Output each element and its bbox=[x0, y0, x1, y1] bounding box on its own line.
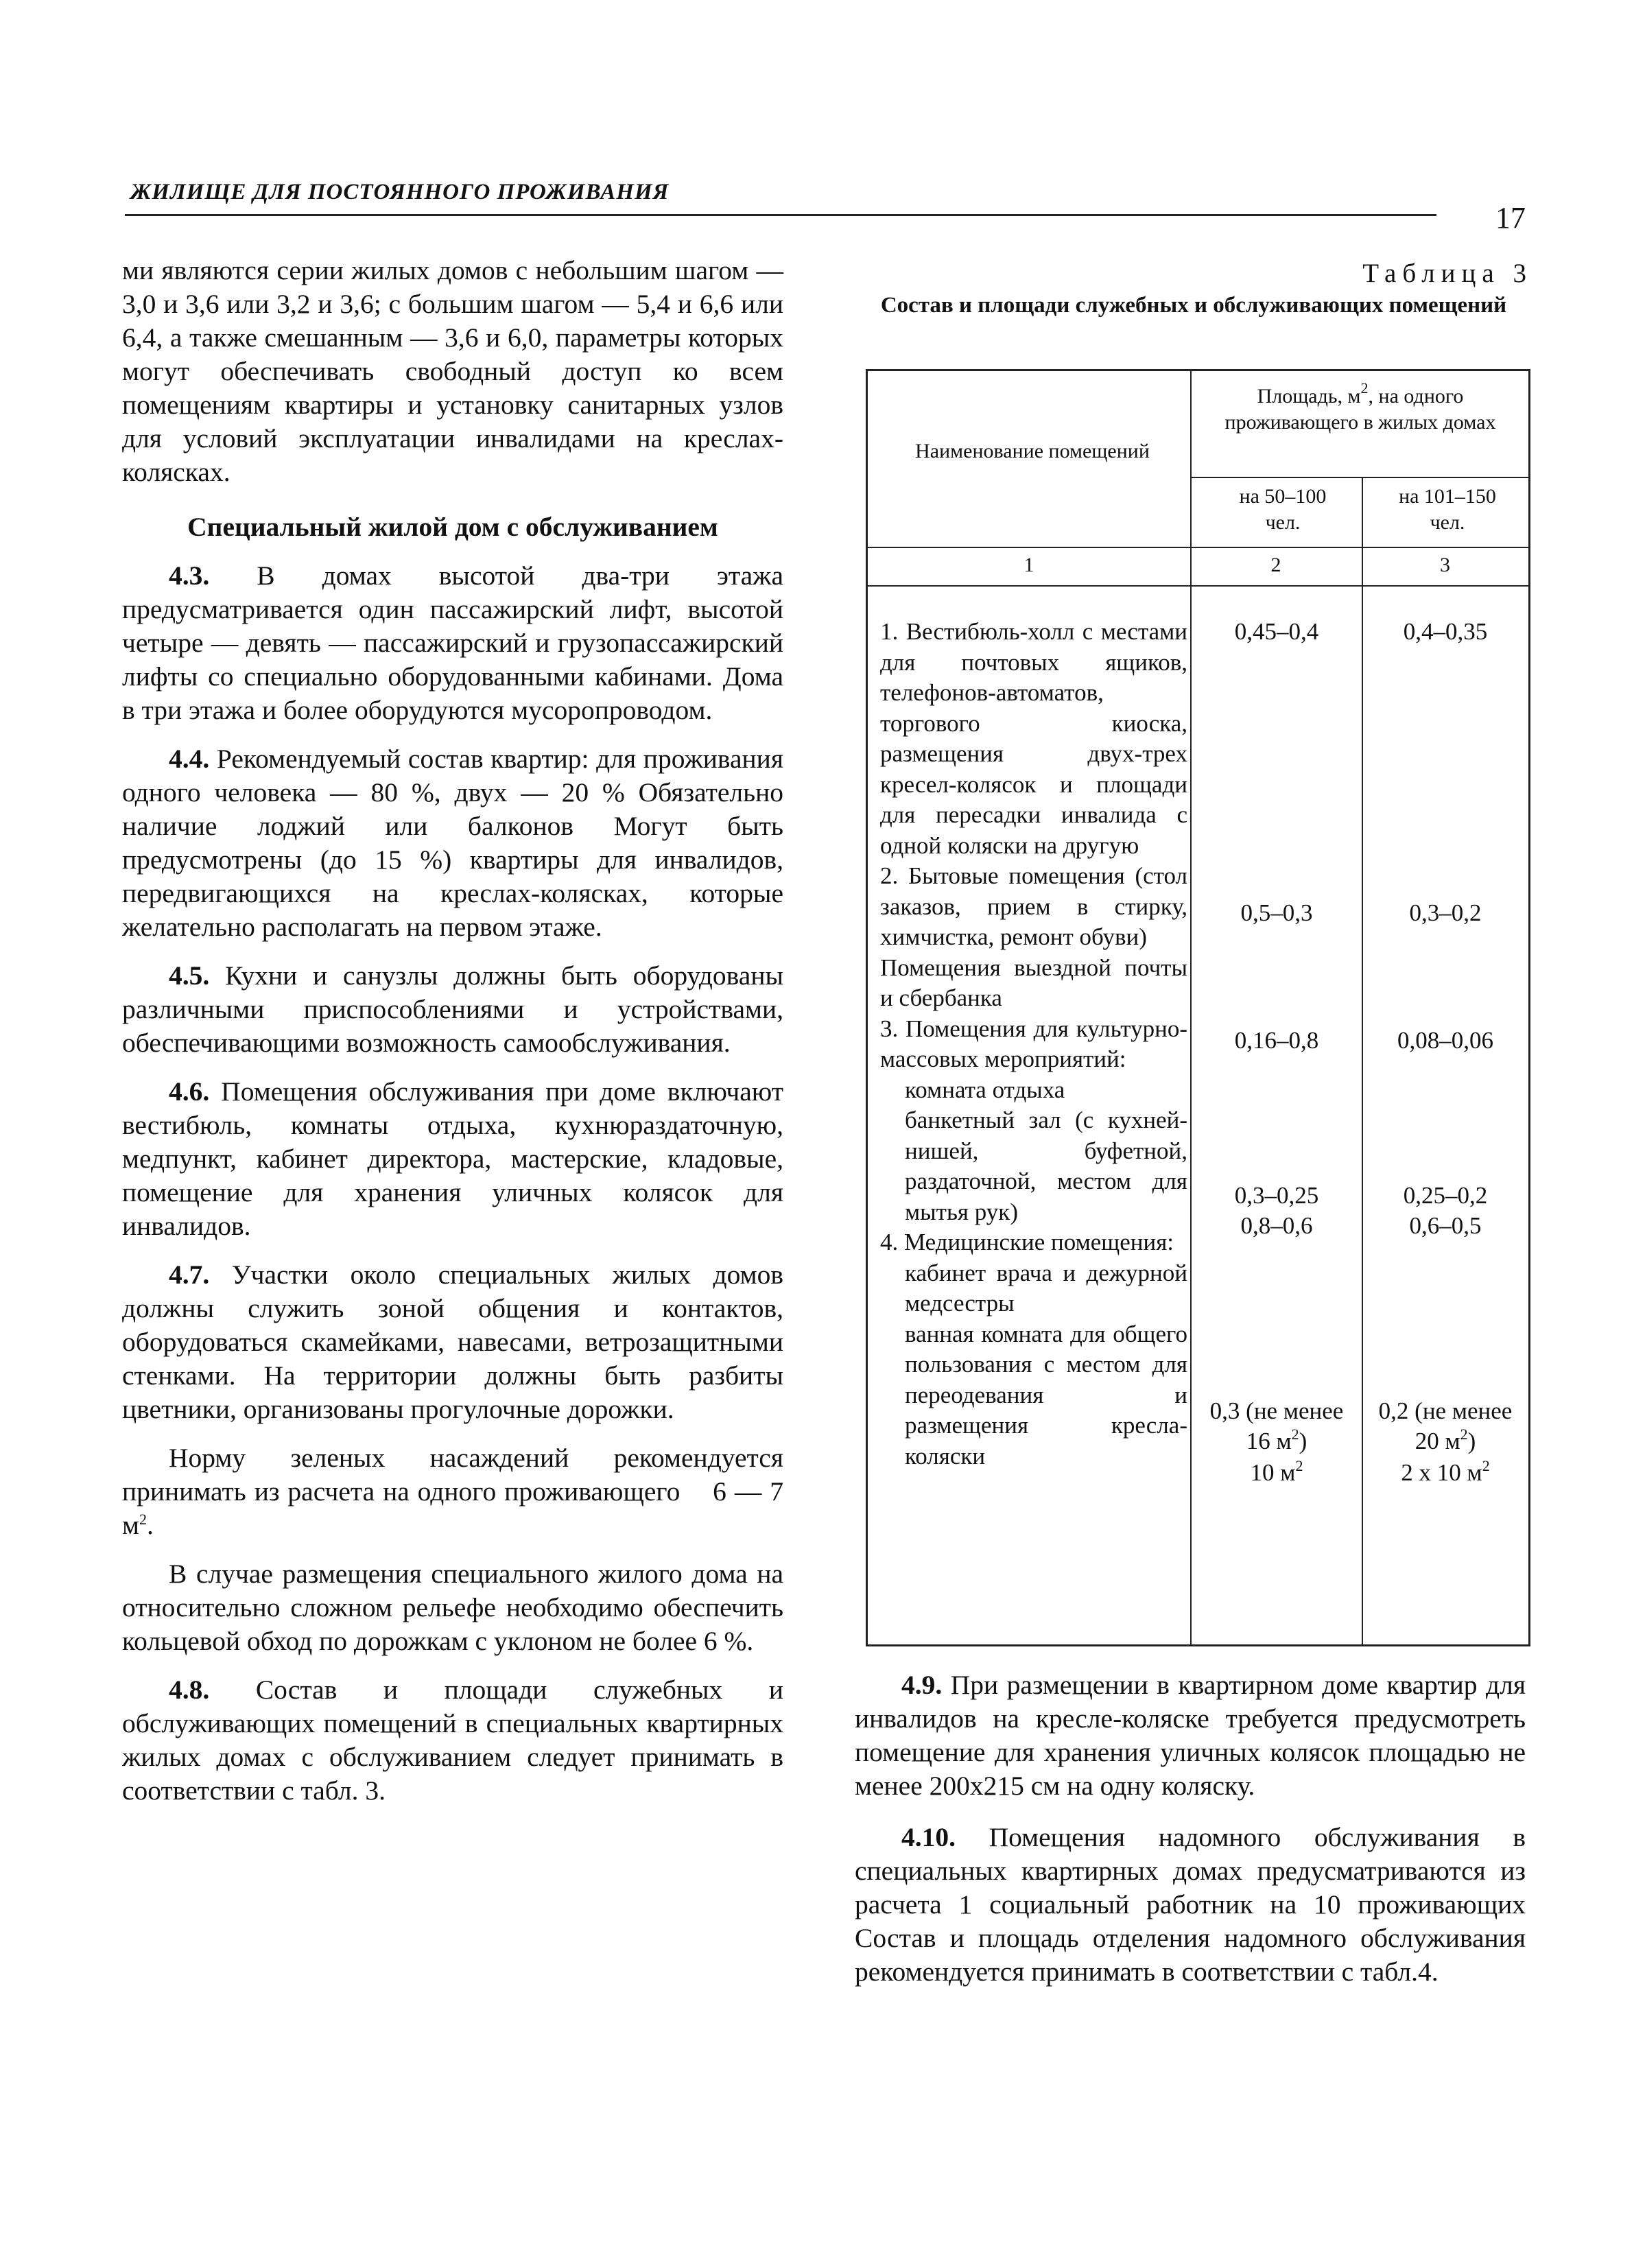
cell-text: 2 х 10 м bbox=[1401, 1459, 1482, 1486]
cell-banquet-101-150: 0,6–0,5 bbox=[1409, 1212, 1482, 1239]
cell-text: 0,3 (не менее 16 м bbox=[1209, 1397, 1344, 1454]
table-vline bbox=[1362, 477, 1363, 1644]
cell-rest-room-50-100: 0,3–0,25 bbox=[1234, 1182, 1319, 1209]
paragraph-text: Состав и площади служебных и обслуживающих помещений в специальных квартирных жилых домах с обслуживанием следует принимать в соответствии с табл. 3. bbox=[122, 1675, 784, 1806]
paragraph-4-3 bbox=[122, 559, 783, 727]
cell-text: ) bbox=[1467, 1428, 1476, 1454]
paragraph-text: Помещения надомного обслуживания в специальных квартирных домах предусматриваются из расчета 1 социальный работник на 10 проживающих Состав и площадь отделения надомного обслуживания рекомендуется принимать в соответствии с табл.4. bbox=[855, 1822, 1526, 1987]
header-101-150: на 101–150 чел. bbox=[1399, 485, 1496, 534]
cell-household-101-150: 0,3–0,2 bbox=[1409, 899, 1482, 926]
row-name-vestibule: 1. Вестибюль-холл с местами для почтовых ящиков, телефонов-автоматов, торгового киоска, размещения двух-трех кресел-колясок и площади для пересадки инвалида с одной коляски на другую bbox=[880, 618, 1187, 859]
room-names-column bbox=[880, 617, 1187, 1472]
cell-bathroom-50-100 bbox=[1194, 1458, 1359, 1488]
table-title: Состав и площади служебных и обслуживающих помещений bbox=[880, 293, 1507, 318]
cell-post-bank-101-150: 0,08–0,06 bbox=[1397, 1027, 1493, 1054]
clause-number: 4.5. bbox=[169, 960, 210, 991]
superscript: 2 bbox=[139, 1511, 147, 1528]
section-heading: Специальный жилой дом с обслуживанием bbox=[187, 512, 718, 542]
green-norm-value: 6 — 7 м bbox=[122, 1476, 784, 1540]
cell-vestibule-101-150: 0,4–0,35 bbox=[1403, 618, 1488, 645]
header-area-text: Площадь, м bbox=[1257, 385, 1361, 407]
right-column bbox=[855, 1668, 1526, 1989]
row-name-doctor-office: кабинет врача и дежурной медсестры bbox=[905, 1259, 1187, 1316]
cell-post-bank-50-100: 0,16–0,8 bbox=[1234, 1027, 1319, 1054]
paragraph-4-7 bbox=[122, 1258, 783, 1426]
paragraph-text: Рекомендуемый состав квартир: для проживания одного человека — 80 %, двух — 20 % Обязательно наличие лоджий или балконов Могут быть предусмотрены (до 15 %) квартиры для инвалидов, передвигающихся на креслах-колясках, которые желательно располагать на первом этаже. bbox=[122, 744, 783, 942]
cell-bathroom-101-150 bbox=[1364, 1458, 1526, 1488]
paragraph-4-10 bbox=[855, 1821, 1526, 1989]
header-50-100: на 50–100 чел. bbox=[1239, 485, 1327, 534]
rooms-area-table bbox=[866, 369, 1530, 1646]
punctuation: . bbox=[147, 1510, 154, 1540]
paragraph-intro: ми являются серии жилых домов с небольшим шагом — 3,0 и 3,6 или 3,2 и 3,6; с большим шагом — 5,4 и 6,6 или 6,4, а также смешанным — 3,6 и 6,0, параметры которых могут обеспечивать свободный доступ ко всем помещениям квартиры и установку санитарных узлов для условий эксплуатации инвалидами на креслах-колясках. bbox=[122, 255, 783, 487]
clause-number: 4.9. bbox=[901, 1670, 943, 1700]
paragraph-4-4 bbox=[122, 742, 783, 944]
column-number-1: 1 bbox=[1023, 554, 1034, 576]
paragraph-4-8 bbox=[122, 1673, 783, 1808]
row-name-rest-room: комната отдыха bbox=[905, 1076, 1065, 1103]
row-name-household: 2. Бытовые помещения (стол заказов, прием в стирку, химчистка, ремонт обуви) bbox=[880, 862, 1187, 950]
superscript: 2 bbox=[1482, 1457, 1490, 1474]
cell-text: 0,2 (не менее 20 м bbox=[1378, 1397, 1513, 1454]
row-name-medical: 4. Медицинские помещения: bbox=[880, 1229, 1174, 1255]
header-area-text: , на одного проживающего в жилых домах bbox=[1224, 385, 1496, 434]
paragraph-text: При размещении в квартирном доме квартир для инвалидов на кресле-коляске требуется предусмотреть помещение для хранения уличных колясок площадью не менее 200х215 см на одну коляску. bbox=[855, 1670, 1526, 1801]
row-name-bathroom: ванная комната для общего пользования с местом для переодевания и размещения кресла-коляски bbox=[905, 1320, 1187, 1469]
row-name-post-bank: Помещения выездной почты и сбербанка bbox=[880, 954, 1187, 1011]
row-name-banquet-hall: банкетный зал (с кухней-нишей, буфетной, раздаточной, местом для мытья рук) bbox=[905, 1107, 1187, 1225]
cell-text: ) bbox=[1299, 1428, 1307, 1454]
column-number-2: 2 bbox=[1270, 554, 1281, 576]
paragraph-relief: В случае размещения специального жилого дома на относительно сложном рельефе необходимо обеспечить кольцевой обход по дорожкам с уклоном не более 6 %. bbox=[122, 1559, 783, 1656]
cell-doctor-50-100 bbox=[1197, 1396, 1356, 1456]
cell-banquet-50-100: 0,8–0,6 bbox=[1240, 1212, 1313, 1239]
superscript: 2 bbox=[1460, 1426, 1468, 1443]
header-rule bbox=[125, 214, 1436, 216]
column-number-3: 3 bbox=[1440, 554, 1450, 576]
header-room-name: Наименование помещений bbox=[915, 440, 1150, 462]
clause-number: 4.10. bbox=[901, 1822, 956, 1852]
header-area bbox=[1197, 379, 1524, 436]
paragraph-4-6 bbox=[122, 1075, 783, 1243]
left-column bbox=[122, 254, 783, 1808]
paragraph-green-norm bbox=[122, 1441, 783, 1542]
running-title: ЖИЛИЩЕ ДЛЯ ПОСТОЯННОГО ПРОЖИВАНИЯ bbox=[130, 180, 670, 204]
paragraph-text: Помещения обслуживания при доме включают вестибюль, комнаты отдыха, кухнюраздаточную, медпункт, кабинет директора, мастерские, кладовые, помещение для хранения уличных колясок для инвалидов. bbox=[122, 1076, 783, 1241]
page-number: 17 bbox=[1495, 201, 1526, 235]
cell-household-50-100: 0,5–0,3 bbox=[1240, 899, 1313, 926]
cell-text: 10 м bbox=[1250, 1459, 1296, 1486]
paragraph-4-9 bbox=[855, 1668, 1526, 1803]
clause-number: 4.4. bbox=[169, 744, 210, 774]
clause-number: 4.6. bbox=[169, 1076, 210, 1107]
table-hline bbox=[868, 585, 1528, 587]
paragraph-text: Кухни и санузлы должны быть оборудованы различными приспособлениями и устройствами, обеспечивающими возможность самообслуживания. bbox=[122, 960, 783, 1058]
row-name-cultural: 3. Помещения для культурно-массовых мероприятий: bbox=[880, 1015, 1187, 1072]
superscript: 2 bbox=[1360, 379, 1369, 397]
cell-rest-room-101-150: 0,25–0,2 bbox=[1403, 1182, 1488, 1209]
paragraph-4-5 bbox=[122, 959, 783, 1060]
cell-doctor-101-150 bbox=[1367, 1396, 1524, 1456]
cell-vestibule-50-100: 0,45–0,4 bbox=[1234, 618, 1319, 645]
table-caption: Таблица 3 bbox=[1362, 259, 1532, 288]
paragraph-text: Участки около специальных жилых домов должны служить зоной общения и контактов, оборудоваться скамейками, навесами, ветрозащитными стенками. На территории должны быть разбиты цветники, организованы прогулочные дорожки. bbox=[122, 1260, 783, 1424]
table-hline bbox=[1190, 477, 1528, 478]
paragraph-text: В домах высотой два-три этажа предусматривается один пассажирский лифт, высотой четыре — девять — пассажирский и грузопассажирский лифты со специально оборудованными кабинами. Дома в три этажа и более оборудуются мусоропроводом. bbox=[122, 560, 783, 725]
superscript: 2 bbox=[1295, 1457, 1303, 1474]
table-hline bbox=[868, 547, 1528, 548]
clause-number: 4.8. bbox=[169, 1675, 210, 1705]
clause-number: 4.7. bbox=[169, 1260, 210, 1290]
superscript: 2 bbox=[1291, 1426, 1299, 1443]
clause-number: 4.3. bbox=[169, 560, 210, 591]
paragraph-text: Норму зеленых насаждений рекомендуется принимать из расчета на одного проживающего bbox=[122, 1443, 783, 1507]
